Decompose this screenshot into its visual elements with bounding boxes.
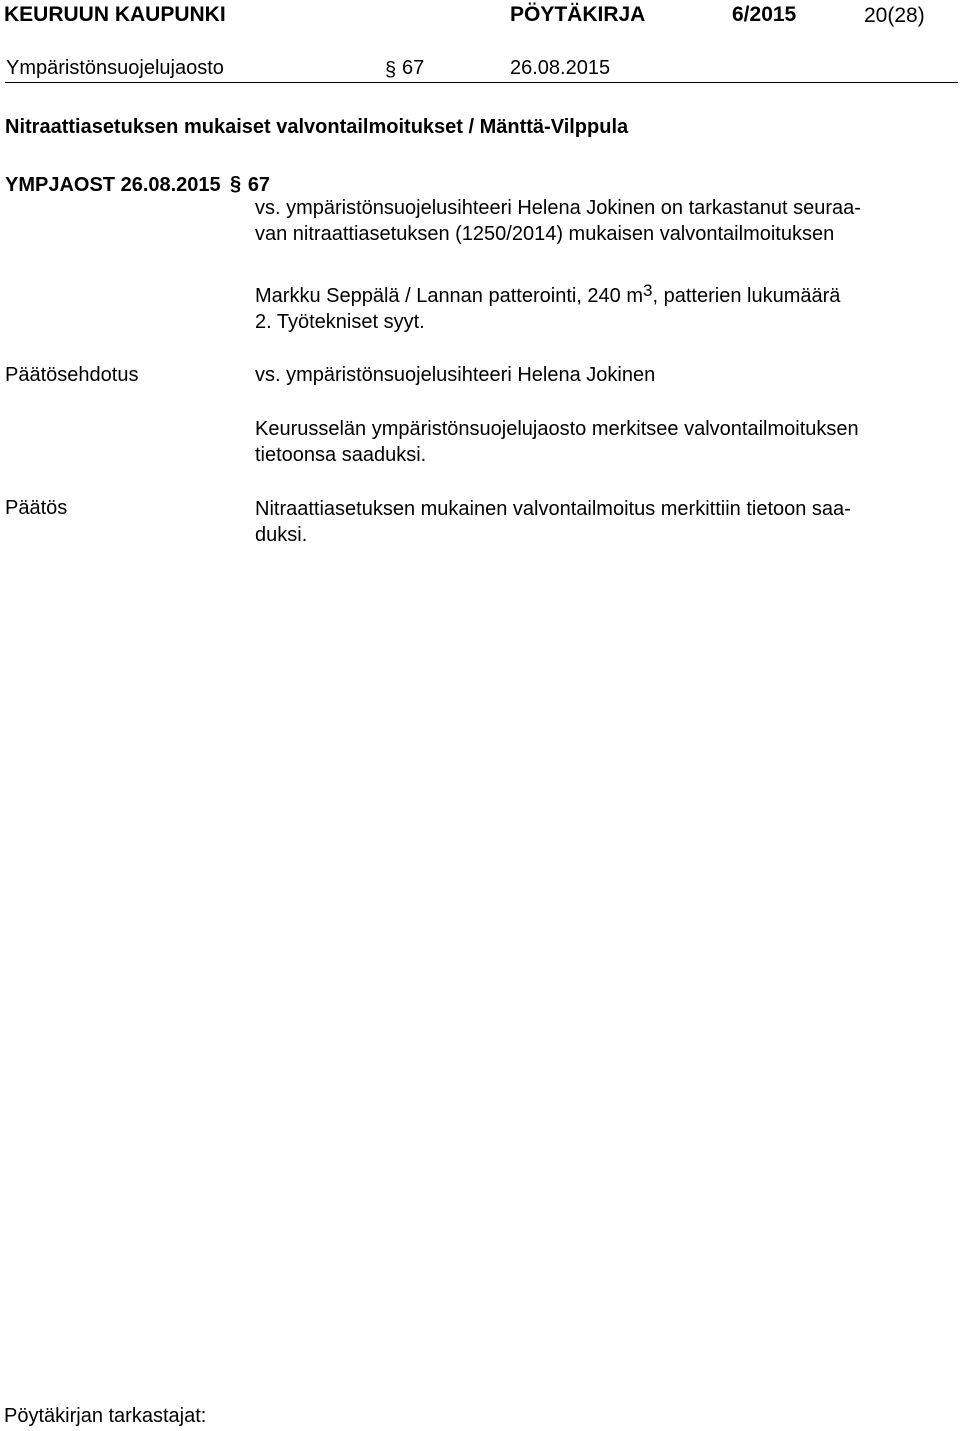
org-name: KEURUUN KAUPUNKI bbox=[4, 3, 226, 26]
intro-paragraph bbox=[255, 195, 861, 247]
item-reference-number: 67 bbox=[247, 174, 271, 196]
decision-line-1: Nitraattiasetuksen mukainen valvontailmoitus merkittiin tietoon saa- bbox=[255, 498, 851, 520]
inspectors-label: Pöytäkirjan tarkastajat: bbox=[4, 1405, 207, 1427]
notice-text: Markku Seppälä / Lannan patterointi, 240 m bbox=[255, 285, 644, 307]
decision-text bbox=[255, 496, 851, 548]
intro-line-2: van nitraattiasetuksen (1250/2014) mukaisen valvontailmoituksen bbox=[255, 223, 835, 245]
section-sign-icon bbox=[385, 57, 397, 81]
meeting-date: 26.08.2015 bbox=[510, 57, 611, 79]
committee-name: Ympäristönsuojelujaosto bbox=[6, 57, 224, 79]
item-reference-prefix: YMPJAOST 26.08.2015 bbox=[5, 174, 221, 196]
notice-line-2: 2. Työtekniset syyt. bbox=[255, 311, 425, 333]
page-number: 20(28) bbox=[864, 4, 925, 27]
svg-text:§: § bbox=[230, 173, 242, 195]
section-number: 67 bbox=[402, 57, 425, 79]
proposal-line-2: tietoonsa saaduksi. bbox=[255, 444, 427, 466]
section-sign-icon bbox=[230, 171, 242, 195]
proposal-presenter: vs. ympäristönsuojelusihteeri Helena Jokinen bbox=[255, 364, 656, 386]
proposal-text bbox=[255, 416, 859, 468]
item-title: Nitraattiasetuksen mukaiset valvontailmoitukset / Mänttä-Vilppula bbox=[5, 116, 629, 138]
proposal-label: Päätösehdotus bbox=[5, 364, 139, 386]
doc-type: PÖYTÄKIRJA bbox=[510, 3, 646, 26]
notice-paragraph bbox=[255, 283, 840, 335]
item-reference bbox=[5, 171, 270, 197]
doc-number: 6/2015 bbox=[732, 3, 797, 26]
unit-superscript: 3 bbox=[643, 281, 653, 300]
svg-text:§: § bbox=[385, 59, 397, 81]
header-divider bbox=[5, 82, 958, 83]
decision-label: Päätös bbox=[5, 497, 68, 519]
section-sign-wrap bbox=[385, 57, 397, 83]
decision-line-2: duksi. bbox=[255, 524, 308, 546]
intro-line-1: vs. ympäristönsuojelusihteeri Helena Jokinen on tarkastanut seuraa- bbox=[255, 197, 861, 219]
proposal-line-1: Keurusselän ympäristönsuojelujaosto merkitsee valvontailmoituksen bbox=[255, 418, 859, 440]
notice-text-cont: , patterien lukumäärä bbox=[652, 285, 841, 307]
notice-line-1 bbox=[255, 283, 840, 309]
